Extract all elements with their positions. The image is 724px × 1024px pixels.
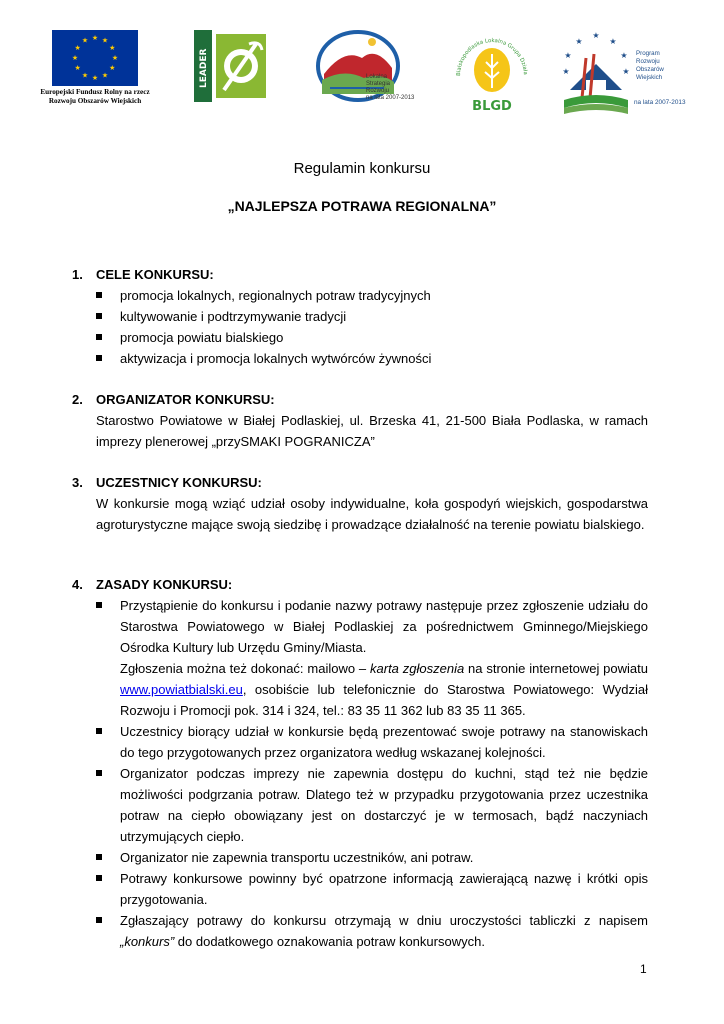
list-item [72, 847, 648, 868]
section-title: CELE KONKURSU: [96, 267, 214, 282]
list-item [72, 721, 648, 763]
prow-line: Wiejskich [636, 74, 663, 81]
prow-line: Obszarów [636, 66, 664, 73]
list-item [72, 910, 648, 952]
section-organizer [72, 389, 648, 452]
prow-line: Rozwoju [636, 58, 660, 65]
list-item [72, 327, 648, 348]
svg-text:★: ★ [91, 74, 99, 82]
lsr-line: Rozwoju [366, 88, 390, 94]
section-body: W konkursie mogą wziąć udział osoby indywidualne, koła gospodyń wiejskich, gospodarstwa agroturystyczne mające swoją siedzibę i prowadzące działalność na terenie powiatu bialskiego. [96, 496, 648, 532]
svg-text:★: ★ [74, 44, 81, 52]
rule-text: na stronie internetowej powiatu [464, 661, 648, 676]
section-heading [72, 389, 648, 410]
rules-list [72, 595, 648, 952]
svg-text:★: ★ [109, 44, 116, 52]
section-rules [72, 574, 648, 952]
svg-text:★: ★ [622, 67, 630, 76]
rule-paragraph [120, 658, 648, 721]
document-title: Regulamin konkursu [293, 160, 431, 177]
svg-text:★: ★ [562, 67, 570, 76]
prow-years: na lata 2007-2013 [634, 99, 686, 106]
rule-emphasis: „konkurs” [120, 934, 175, 949]
eu-caption-line: Europejski Fundusz Rolny na rzecz [40, 88, 150, 96]
list-item-text: promocja lokalnych, regionalnych potraw tradycyjnych [120, 288, 431, 303]
section-heading [72, 574, 648, 595]
blgd-logo [452, 26, 532, 118]
leader-logo [194, 30, 270, 102]
section-heading [72, 264, 648, 285]
svg-text:★: ★ [575, 37, 583, 46]
list-item [72, 763, 648, 847]
list-item-text: Uczestnicy biorący udział w konkursie będą prezentować swoje potrawy na stanowiskach do tego przygotowanych przez organizatora według wskazanej kolejności. [120, 724, 648, 760]
list-item [72, 348, 648, 369]
blgd-emblem-icon [452, 26, 532, 118]
svg-text:★: ★ [564, 51, 572, 60]
svg-text:★: ★ [109, 64, 116, 72]
square-bullet-icon [96, 875, 102, 881]
svg-text:★: ★ [91, 34, 99, 42]
section-title: UCZESTNICY KONKURSU: [96, 475, 262, 490]
list-item-text: Potrawy konkursowe powinny być opatrzone informacją zawierającą nazwę i krótki opis przygotowania. [120, 871, 648, 907]
rule-text: Zgłoszenia można też dokonać: mailowo – [120, 661, 371, 676]
list-item-text: Zgłaszający potrawy do konkursu otrzymają w dniu uroczystości tabliczki z napisem [120, 913, 648, 928]
website-link[interactable]: www.powiatbialski.eu [120, 682, 243, 697]
eu-flag-icon [52, 30, 138, 86]
svg-text:★: ★ [592, 31, 600, 40]
list-item [72, 595, 648, 721]
lsr-line: na lata 2007-2013 [366, 95, 415, 101]
square-bullet-icon [96, 602, 102, 608]
svg-text:★: ★ [81, 71, 89, 80]
blgd-label: BLGD [472, 99, 512, 114]
logo-strip [36, 26, 696, 122]
svg-text:★: ★ [71, 54, 79, 62]
square-bullet-icon [96, 334, 102, 340]
section-heading [72, 472, 648, 493]
square-bullet-icon [96, 313, 102, 319]
svg-text:★: ★ [620, 51, 628, 60]
lsr-line: Lokalna [366, 74, 388, 80]
section-number: 2. [72, 392, 83, 407]
page-number: 1 [640, 962, 647, 976]
section-title: ORGANIZATOR KONKURSU: [96, 392, 275, 407]
svg-text:★: ★ [74, 64, 81, 72]
list-item-text: promocja powiatu bialskiego [120, 330, 284, 345]
prow-emblem-icon [556, 28, 636, 120]
rule-text: , osobiście lub telefonicznie do Starostwa Powiatowego: Wydział Rozwoju i Promocji pok. 314 i 324, tel.: 83 35 11 362 lub 83 35 11 365. [120, 682, 648, 718]
svg-text:★: ★ [609, 37, 617, 46]
list-item [72, 306, 648, 327]
leader-label: LEADER [199, 48, 209, 88]
document-subtitle: „NAJLEPSZA POTRAWA REGIONALNA” [227, 198, 497, 214]
section-goals [72, 264, 648, 369]
eu-caption-line: Rozwoju Obszarów Wiejskich [48, 97, 142, 105]
section-participants [72, 472, 648, 535]
square-bullet-icon [96, 728, 102, 734]
section-number: 4. [72, 577, 83, 592]
square-bullet-icon [96, 854, 102, 860]
square-bullet-icon [96, 917, 102, 923]
list-item-text: Organizator nie zapewnia transportu uczestników, ani potraw. [120, 850, 474, 865]
svg-text:★: ★ [81, 36, 89, 45]
blgd-arc-label: Bialskopodlaska Lokalna Grupa Działa [455, 37, 529, 77]
lsr-logo [314, 28, 424, 114]
eu-caption [36, 88, 154, 106]
svg-text:★: ★ [101, 71, 109, 80]
svg-text:★: ★ [101, 36, 109, 45]
rule-emphasis: karta zgłoszenia [370, 661, 465, 676]
goals-list [72, 285, 648, 369]
section-title: ZASADY KONKURSU: [96, 577, 233, 592]
svg-text:★: ★ [111, 54, 119, 62]
leader-logo-icon [194, 30, 270, 102]
list-item-text: kultywowanie i podtrzymywanie tradycji [120, 309, 347, 324]
list-item-text: do dodatkowego oznakowania potraw konkursowych. [174, 934, 485, 949]
list-item-text: aktywizacja i promocja lokalnych wytwórców żywności [120, 351, 432, 366]
section-number: 1. [72, 267, 83, 282]
prow-text [636, 50, 704, 82]
lsr-text [366, 74, 426, 102]
list-item [72, 868, 648, 910]
list-item-text: Organizator podczas imprezy nie zapewnia dostępu do kuchni, stąd też nie będzie możliwości podgrzania potraw. Dlatego też w przypadku przygotowania przez uczestnika potraw na ciepło obowiązany jest on dostarczyć je w termosach, bądź naczyniach utrzymujących ciepło. [120, 766, 648, 844]
square-bullet-icon [96, 292, 102, 298]
square-bullet-icon [96, 355, 102, 361]
prow-logo [556, 28, 696, 120]
list-item [72, 285, 648, 306]
rule-paragraph: Przystąpienie do konkursu i podanie nazwy potrawy następuje przez zgłoszenie udziału do Starostwa Powiatowego w Białej Podlaskiej za pośrednictwem Gminnego/Miejskiego Ośrodka Kultury lub Urzędu Gminy/Miasta. [120, 598, 648, 655]
lsr-line: Strategia [366, 81, 391, 87]
section-body: Starostwo Powiatowe w Białej Podlaskiej, ul. Brzeska 41, 21-500 Biała Podlaska, w ramach imprezy plenerowej „przySMAKI POGRANICZA” [96, 413, 648, 449]
square-bullet-icon [96, 770, 102, 776]
section-number: 3. [72, 475, 83, 490]
prow-line: Program [636, 50, 660, 57]
